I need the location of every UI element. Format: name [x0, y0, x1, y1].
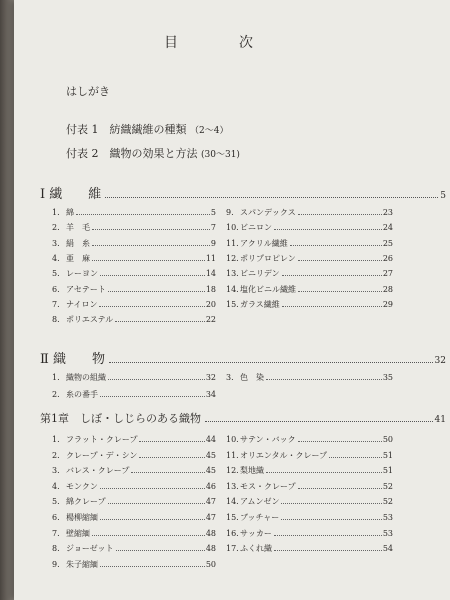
dot-leader — [266, 472, 382, 473]
toc-entry — [52, 268, 216, 279]
entry-label: アクリル繊維 — [240, 238, 288, 248]
entry-label: ガラス繊維 — [240, 299, 280, 309]
entry-number: 3. — [52, 238, 60, 248]
dot-leader — [205, 421, 433, 422]
dot-leader — [92, 535, 205, 536]
entry-page: 46 — [205, 481, 216, 491]
toc-entry — [226, 284, 393, 295]
entry-label: アムンゼン — [240, 497, 280, 507]
dot-leader — [281, 519, 382, 520]
toc-entry — [52, 496, 216, 507]
dot-leader — [100, 488, 205, 489]
chapter-textiles — [40, 348, 446, 367]
toc-entry — [226, 512, 393, 523]
book-gutter-shadow — [0, 0, 14, 600]
entry-label: アセテート — [66, 284, 106, 294]
entry-number: 15. — [226, 299, 239, 309]
entry-page: 53 — [382, 513, 393, 522]
chapter-title: Ⅱ 織 物 — [40, 352, 105, 367]
entry-label: 色 染 — [240, 373, 264, 382]
toc-entry — [52, 559, 216, 570]
dot-leader — [298, 291, 382, 292]
chapter-page: 5 — [440, 191, 446, 201]
toc-entry — [226, 528, 393, 539]
entry-page: 52 — [382, 497, 393, 507]
entry-page: 14 — [205, 269, 216, 279]
dot-leader — [100, 566, 205, 567]
entry-label: 織物の組織 — [66, 373, 106, 382]
entry-page: 35 — [382, 373, 393, 382]
entry-page: 25 — [382, 238, 393, 248]
title-char-1: 目 — [164, 35, 178, 51]
dot-leader — [290, 245, 382, 246]
entry-label: ポリエステル — [66, 315, 114, 325]
appendix-table-1 — [66, 121, 228, 137]
entry-number: 1. — [52, 373, 60, 382]
entry-number: 4. — [52, 253, 60, 263]
entry-label: モス・クレープ — [240, 481, 296, 491]
entry-number: 4. — [52, 481, 60, 491]
appendix-pages: (30〜31) — [201, 150, 240, 160]
toc-entry — [52, 512, 216, 523]
entry-number: 5. — [52, 497, 60, 507]
toc-entry — [52, 314, 216, 325]
entry-number: 10. — [226, 223, 239, 233]
entry-label: 朱子縮緬 — [66, 559, 98, 569]
chapter-title: Ⅰ 繊 維 — [40, 187, 102, 202]
entry-page: 11 — [205, 253, 216, 263]
entry-page: 24 — [382, 223, 393, 233]
entry-number: 8. — [52, 544, 60, 554]
entry-label: ビニロン — [240, 223, 272, 233]
entry-page: 34 — [205, 389, 216, 399]
dot-leader — [281, 503, 381, 504]
toc-entry — [52, 389, 216, 400]
entry-number: 11. — [226, 450, 239, 460]
entry-page: 50 — [382, 435, 393, 444]
chapter-page: 41 — [434, 415, 446, 425]
entry-number: 15. — [226, 513, 239, 522]
toc-entry — [226, 465, 393, 476]
toc-entry — [52, 222, 216, 233]
toc-entry — [52, 450, 216, 461]
entry-label: バレス・クレープ — [66, 466, 130, 476]
entry-number: 12. — [226, 466, 239, 476]
chapter-title: 第1章 しぼ・しじらのある織物 — [40, 412, 201, 425]
entry-label: サテン・バック — [240, 435, 296, 444]
entry-number: 1. — [52, 208, 60, 217]
dot-leader — [298, 441, 382, 442]
appendix-table-2 — [66, 145, 240, 161]
entry-page: 48 — [205, 544, 216, 554]
entry-page: 51 — [382, 466, 393, 476]
entry-number: 12. — [226, 253, 239, 263]
dot-leader — [76, 214, 210, 215]
entry-label: 綿クレープ — [66, 497, 106, 507]
appendix-label: 付表 1 紡織繊維の種類 — [66, 123, 187, 136]
entry-page: 45 — [205, 450, 216, 460]
entry-label: 亜 麻 — [66, 253, 90, 263]
entry-page: 47 — [205, 513, 216, 522]
entry-number: 9. — [52, 559, 60, 569]
entry-number: 16. — [226, 528, 239, 538]
entry-number: 2. — [52, 389, 60, 399]
entry-label: モンクン — [66, 481, 98, 491]
entry-label: レーヨン — [66, 269, 98, 279]
entry-number: 10. — [226, 435, 239, 444]
entry-number: 14. — [226, 497, 239, 507]
entry-number: 7. — [52, 299, 60, 309]
toc-entry — [52, 528, 216, 539]
entry-page: 5 — [210, 208, 216, 217]
toc-entry — [226, 268, 393, 279]
entry-number: 3. — [226, 373, 234, 382]
entry-page: 23 — [382, 208, 393, 217]
dot-leader — [115, 321, 205, 322]
toc-entry — [52, 465, 216, 476]
entry-page: 9 — [210, 238, 216, 248]
toc-entry — [226, 434, 393, 445]
dot-leader — [108, 503, 205, 504]
entry-number: 8. — [52, 315, 60, 325]
entry-page: 7 — [210, 223, 216, 233]
entry-page: 51 — [382, 450, 393, 460]
dot-leader — [274, 550, 382, 551]
toc-entry — [226, 543, 393, 554]
dot-leader — [131, 472, 204, 473]
entry-page: 47 — [205, 497, 216, 507]
chapter-1-crepe — [40, 410, 446, 426]
toc-entry — [52, 284, 216, 295]
dot-leader — [100, 396, 205, 397]
dot-leader — [139, 441, 204, 442]
dot-leader — [108, 379, 205, 380]
entry-page: 44 — [205, 435, 216, 444]
entry-number: 13. — [226, 481, 239, 491]
entry-label: 梨地織 — [240, 466, 264, 476]
toc-entry — [226, 496, 393, 507]
toc-entry — [226, 222, 393, 233]
entry-page: 18 — [205, 284, 216, 294]
toc-entry — [52, 299, 216, 310]
entry-number: 6. — [52, 513, 60, 522]
entry-label: ブッチャー — [240, 513, 280, 522]
toc-entry — [52, 238, 216, 249]
toc-entry — [52, 434, 216, 445]
entry-label: ポリプロピレン — [240, 253, 296, 263]
entry-page: 27 — [382, 269, 393, 279]
dot-leader — [298, 488, 382, 489]
toc-entry — [226, 450, 393, 461]
toc-entry — [226, 481, 393, 492]
entry-label: 楊柳縮緬 — [66, 513, 98, 522]
entry-number: 17. — [226, 544, 239, 554]
entry-label: 羊 毛 — [66, 223, 90, 233]
entry-page: 28 — [382, 284, 393, 294]
entry-label: ナイロン — [66, 299, 98, 309]
dot-leader — [92, 245, 210, 246]
entry-page: 54 — [382, 544, 393, 554]
dot-leader — [109, 362, 433, 363]
chapter-fibers — [40, 183, 446, 202]
dot-leader — [116, 550, 205, 551]
entry-page: 22 — [205, 315, 216, 325]
chapter-page: 32 — [434, 356, 446, 366]
dot-leader — [298, 214, 382, 215]
toc-entry — [52, 207, 216, 218]
dot-leader — [139, 457, 204, 458]
entry-number: 11. — [226, 238, 239, 248]
entry-label: クレープ・デ・シン — [66, 450, 138, 460]
entry-page: 48 — [205, 528, 216, 538]
entry-page: 50 — [205, 559, 216, 569]
dot-leader — [274, 535, 382, 536]
toc-entry — [52, 481, 216, 492]
dot-leader — [298, 260, 382, 261]
entry-label: スパンデックス — [240, 208, 296, 217]
entry-label: 塩化ビニル繊維 — [240, 284, 296, 294]
entry-page: 53 — [382, 528, 393, 538]
toc-entry — [226, 299, 393, 310]
entry-number: 5. — [52, 269, 60, 279]
title-char-2: 次 — [239, 35, 253, 51]
entry-label: 壁縮緬 — [66, 528, 90, 538]
entry-number: 2. — [52, 450, 60, 460]
entry-page: 32 — [205, 373, 216, 382]
toc-entry — [226, 207, 393, 218]
dot-leader — [282, 275, 382, 276]
entry-label: サッカー — [240, 528, 272, 538]
dot-leader — [105, 197, 438, 198]
entry-page: 20 — [205, 299, 216, 309]
dot-leader — [92, 260, 205, 261]
toc-entry — [52, 543, 216, 554]
dot-leader — [100, 519, 205, 520]
entry-page: 45 — [205, 466, 216, 476]
preface-entry: はしがき — [66, 85, 110, 98]
entry-label: ふくれ織 — [240, 544, 272, 554]
dot-leader — [92, 229, 210, 230]
appendix-label: 付表 2 織物の効果と方法 — [66, 147, 198, 160]
entry-number: 14. — [226, 284, 239, 294]
entry-page: 26 — [382, 253, 393, 263]
entry-label: 糸の番手 — [66, 389, 98, 399]
toc-entry — [226, 372, 393, 383]
dot-leader — [329, 457, 382, 458]
entry-label: オリエンタル・クレープ — [240, 450, 328, 460]
entry-number: 7. — [52, 528, 60, 538]
entry-page: 29 — [382, 299, 393, 309]
dot-leader — [108, 291, 205, 292]
entry-page: 52 — [382, 481, 393, 491]
dot-leader — [99, 306, 204, 307]
contents-page — [14, 0, 450, 600]
entry-number: 13. — [226, 269, 239, 279]
entry-label: ジョーゼット — [66, 544, 114, 554]
dot-leader — [274, 229, 382, 230]
entry-number: 1. — [52, 435, 60, 444]
dot-leader — [282, 306, 382, 307]
entry-number: 6. — [52, 284, 60, 294]
entry-label: フラット・クレープ — [66, 435, 138, 444]
entry-label: 綿 — [66, 208, 74, 217]
toc-entry — [226, 253, 393, 264]
entry-label: ビニリデン — [240, 269, 280, 279]
toc-entry — [52, 253, 216, 264]
dot-leader — [100, 275, 205, 276]
entry-number: 2. — [52, 223, 60, 233]
entry-number: 9. — [226, 208, 234, 217]
appendix-pages: （2〜4） — [190, 126, 229, 136]
dot-leader — [266, 379, 382, 380]
entry-label: 絹 糸 — [66, 238, 90, 248]
toc-entry — [52, 372, 216, 383]
entry-number: 3. — [52, 466, 60, 476]
toc-entry — [226, 238, 393, 249]
